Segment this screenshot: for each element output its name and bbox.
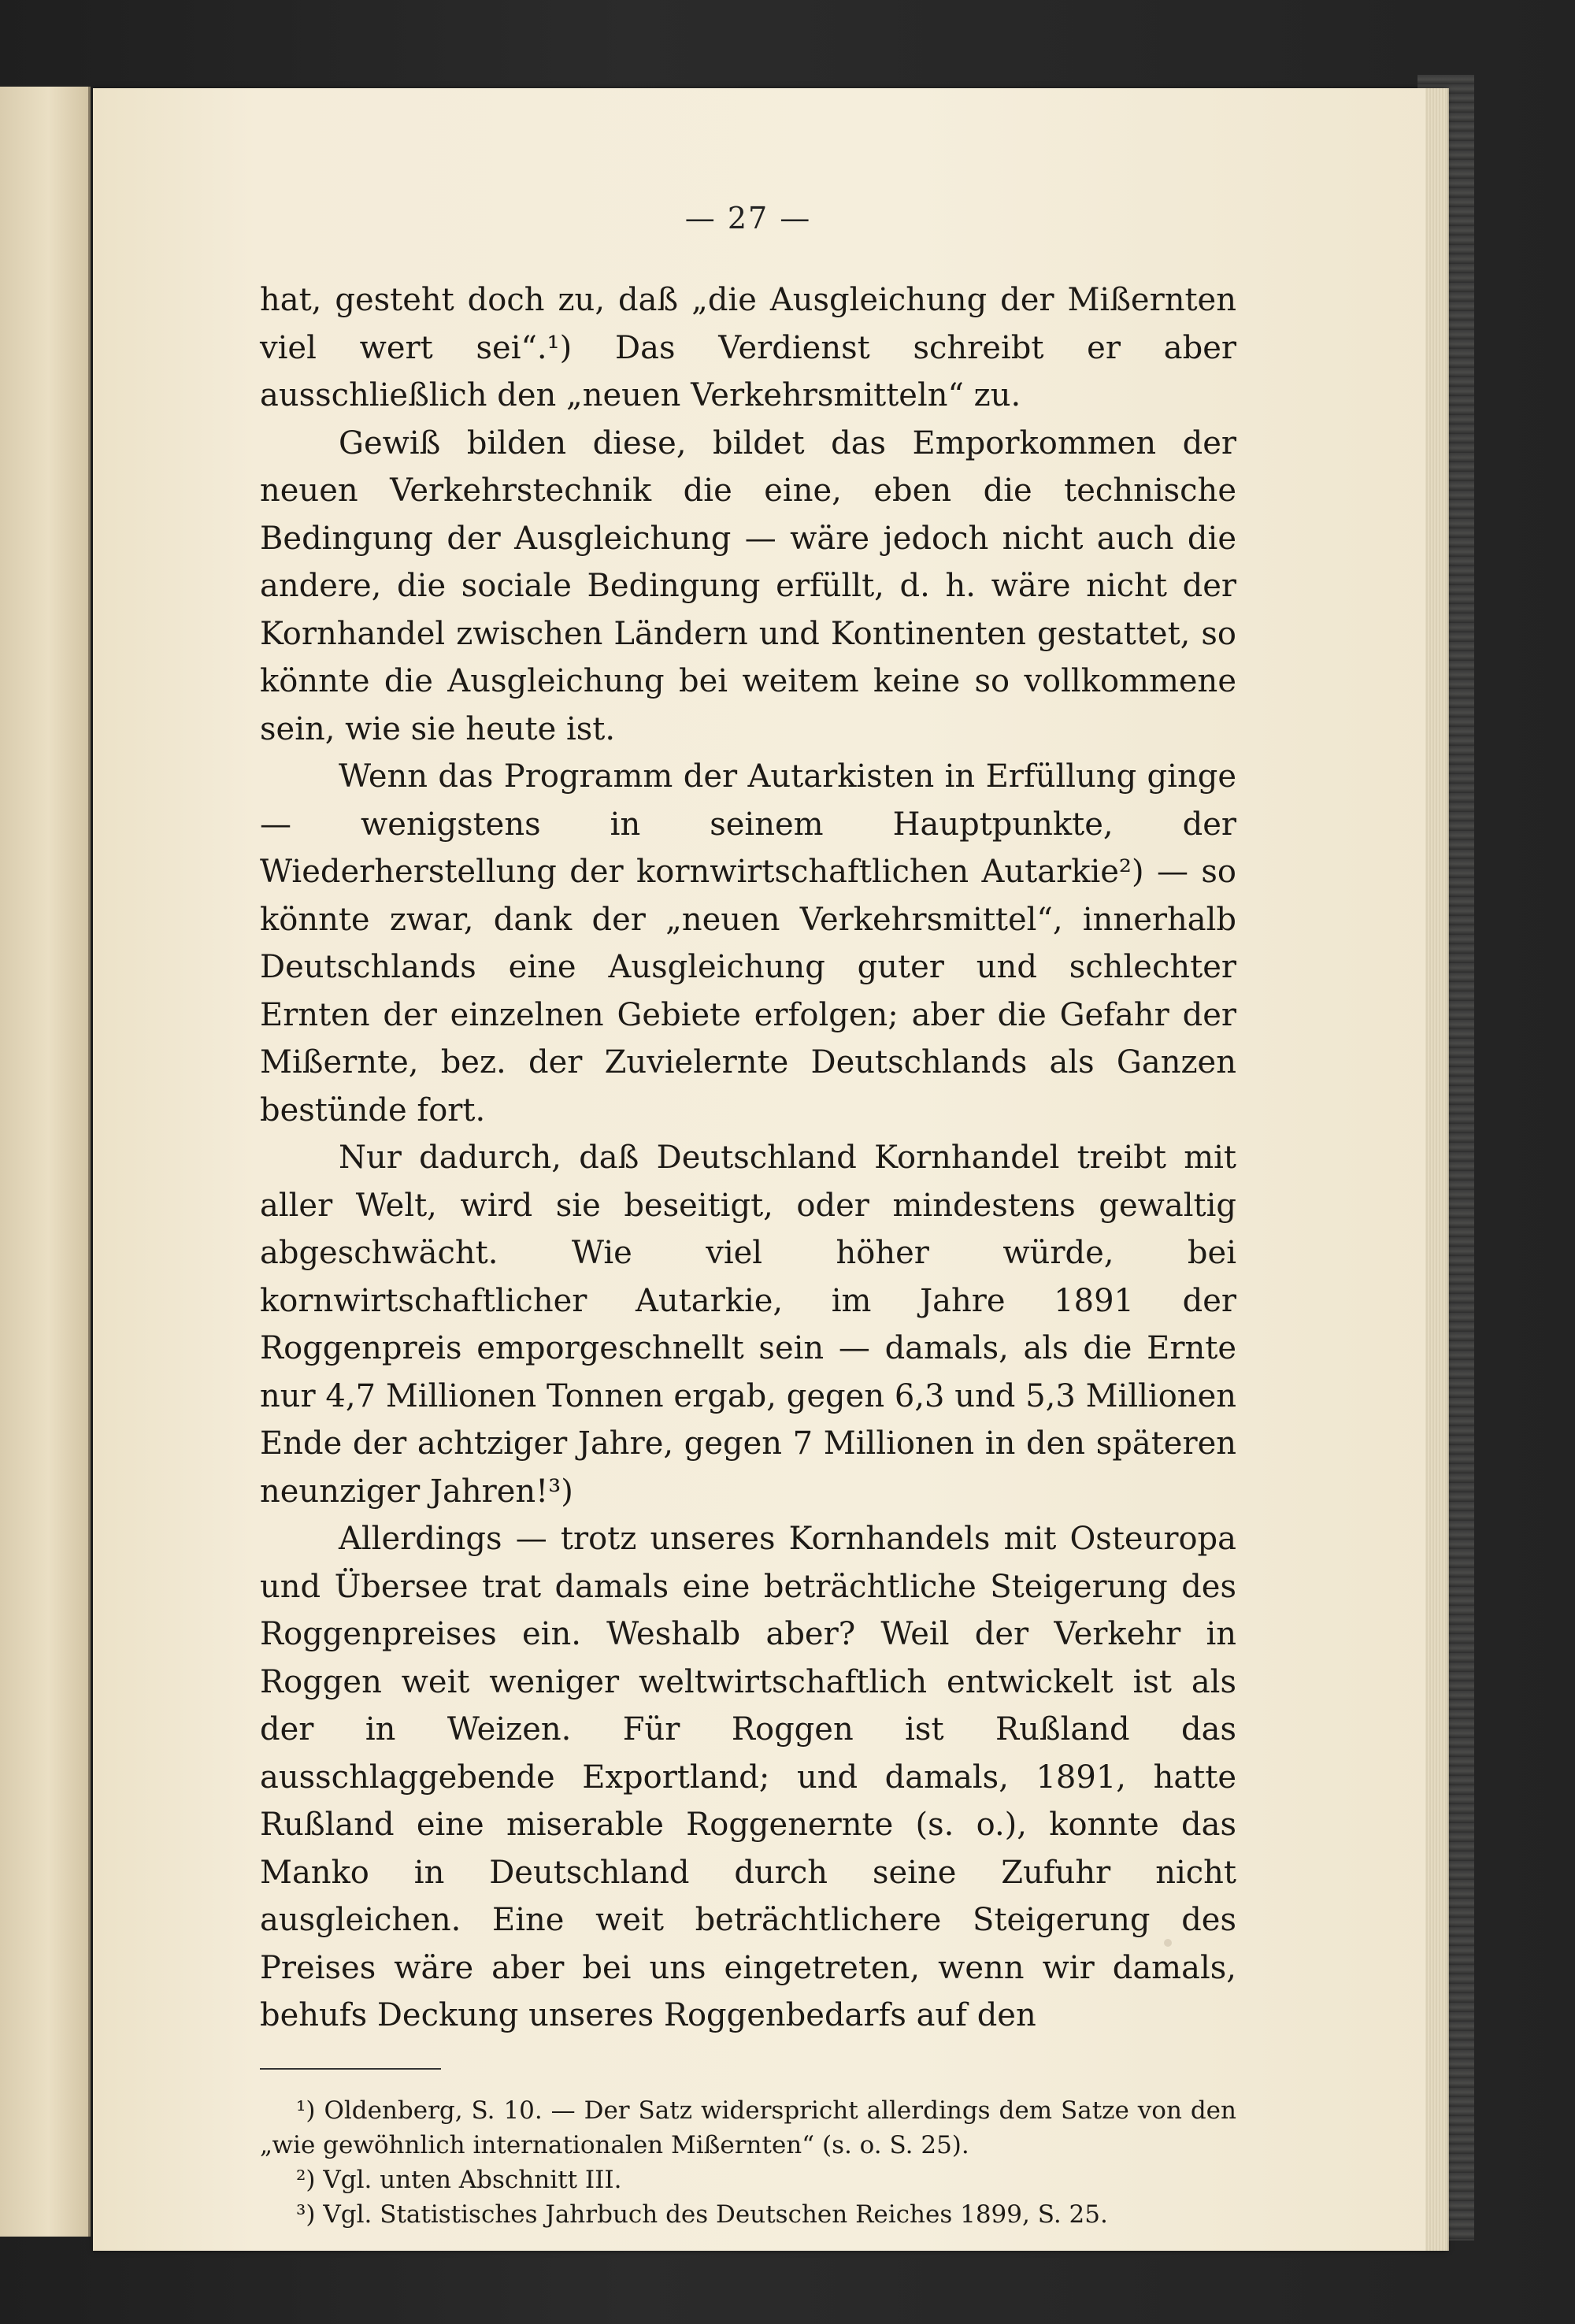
paragraph: Nur dadurch, daß Deutschland Kornhandel treibt mit aller Welt, wird sie beseitigt, oder mindestens gewaltig abgeschwächt. Wie viel höher würde, bei kornwirtschaftlicher Autarkie, im Jahre 1891 der Roggenpreis emporgeschnellt sein — damals, als die Ernte nur 4,7 Millionen Tonnen ergab, gegen 6,3 und 5,3 Millionen Ende der achtziger Jahre, gegen 7 Millionen in den späteren neunziger Jahren!³) bbox=[260, 1140, 1236, 1510]
facing-page-edge bbox=[0, 87, 91, 2237]
paragraph: Allerdings — trotz unseres Kornhandels mit Osteuropa und Übersee trat damals eine beträchtliche Steigerung des Roggenpreises ein. Weshalb aber? Weil der Verkehr in Roggen weit weniger weltwirtschaftlich entwickelt ist als der in Weizen. Für Roggen ist Rußland das ausschlaggebende Exportland; und damals, 1891, hatte Rußland eine miserable Roggenernte (s. o.), konnte das Manko in Deutschland durch seine Zufuhr nicht ausgleichen. Eine weit beträchtlichere Steigerung des Preises wäre aber bei uns eingetreten, wenn wir damals, behufs Deckung unseres Roggenbedarfs auf den bbox=[260, 1521, 1236, 2033]
footnotes bbox=[260, 2093, 1236, 2232]
paragraph-continuation: hat, gesteht doch zu, daß „die Ausgleichung der Mißernten viel wert sei“.¹) Das Verdienst schreibt er aber ausschließlich den „neuen Verkehrsmitteln“ zu. bbox=[260, 282, 1236, 413]
page-stack-edge bbox=[1425, 88, 1449, 2251]
footnote: ²) Vgl. unten Abschnitt III. bbox=[296, 2165, 622, 2194]
page-number: — 27 — bbox=[684, 201, 812, 235]
paragraph: Gewiß bilden diese, bildet das Emporkommen der neuen Verkehrstechnik die eine, eben die technische Bedingung der Ausgleichung — wäre jedoch nicht auch die andere, die sociale Bedingung erfüllt, d. h. wäre nicht der Kornhandel zwischen Ländern und Kontinenten gestattet, so könnte die Ausgleichung bei weitem keine so vollkommene sein, wie sie heute ist. bbox=[260, 424, 1236, 747]
footnote: ³) Vgl. Statistisches Jahrbuch des Deutschen Reiches 1899, S. 25. bbox=[296, 2200, 1108, 2229]
page-content bbox=[260, 201, 1236, 2232]
footnote-divider bbox=[260, 2068, 441, 2070]
footnote: ¹) Oldenberg, S. 10. — Der Satz widerspricht allerdings dem Satze von den „wie gewöhnlich internationalen Mißernten“ (s. o. S. 25). bbox=[260, 2096, 1236, 2159]
paragraph: Wenn das Programm der Autarkisten in Erfüllung ginge — wenigstens in seinem Hauptpunkte, der Wiederherstellung der kornwirtschaftlichen Autarkie²) — so könnte zwar, dank der „neuen Verkehrsmittel“, innerhalb Deutschlands eine Ausgleichung guter und schlechter Ernten der einzelnen Gebiete erfolgen; aber die Gefahr der Mißernte, bez. der Zuvielernte Deutschlands als Ganzen bestünde fort. bbox=[260, 758, 1236, 1129]
